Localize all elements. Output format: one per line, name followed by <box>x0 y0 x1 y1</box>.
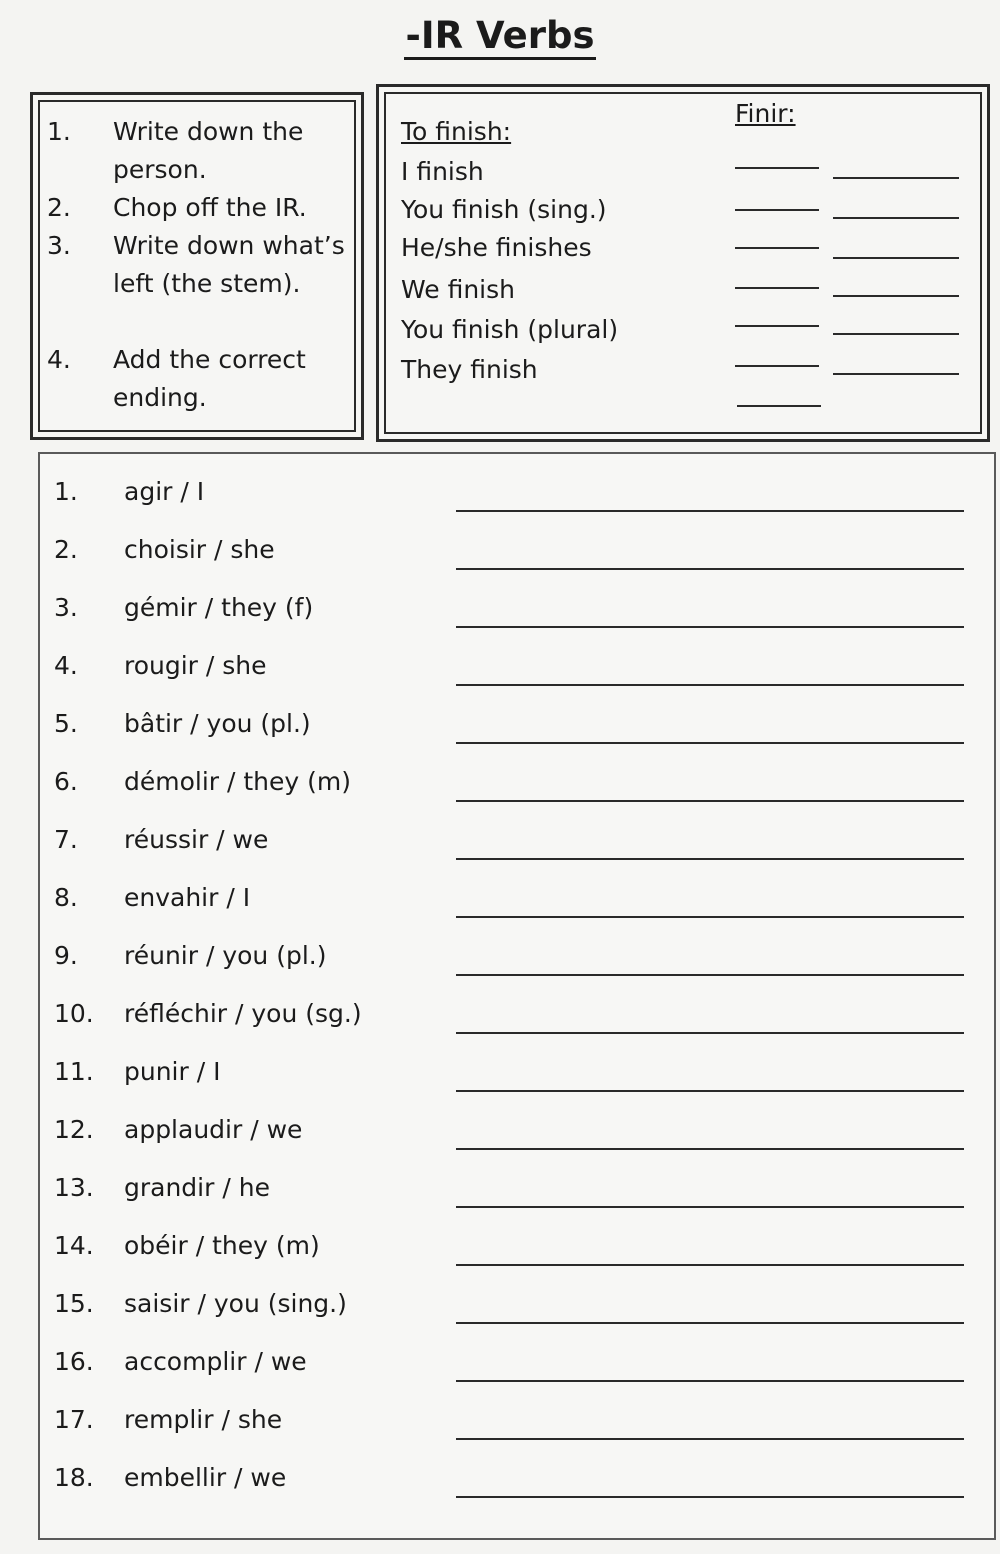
ending-blank[interactable] <box>833 333 959 335</box>
conjugation-right-heading: Finir: <box>735 99 796 128</box>
stem-blank[interactable] <box>735 247 819 249</box>
conjugation-row: You finish (plural) <box>401 315 619 344</box>
answer-line[interactable] <box>456 1090 964 1092</box>
answer-line[interactable] <box>456 1438 964 1440</box>
stem-blank[interactable] <box>735 167 819 169</box>
conjugation-row: They finish <box>401 355 538 384</box>
exercise-row: 1. agir / I <box>54 472 984 512</box>
conjugation-row: We finish <box>401 275 515 304</box>
answer-line[interactable] <box>456 1264 964 1266</box>
conjugation-row: I finish <box>401 157 484 186</box>
steps-box: 1. Write down the person. 2. Chop off the IR. 3. Write down what’s left (the stem). 4. Add the correct ending. <box>30 92 364 440</box>
answer-line[interactable] <box>456 1206 964 1208</box>
ending-blank[interactable] <box>833 177 959 179</box>
answer-line[interactable] <box>456 684 964 686</box>
exercise-row: 9. réunir / you (pl.) <box>54 936 984 976</box>
exercise-row: 18. embellir / we <box>54 1458 984 1498</box>
ending-blank[interactable] <box>833 373 959 375</box>
conjugation-left-heading: To finish: <box>401 117 512 146</box>
answer-line[interactable] <box>456 974 964 976</box>
answer-line[interactable] <box>456 1148 964 1150</box>
exercise-row: 15. saisir / you (sing.) <box>54 1284 984 1324</box>
exercise-row: 14. obéir / they (m) <box>54 1226 984 1266</box>
page-title: -IR Verbs <box>0 14 1000 57</box>
exercise-row: 17. remplir / she <box>54 1400 984 1440</box>
exercise-row: 5. bâtir / you (pl.) <box>54 704 984 744</box>
exercise-row: 6. démolir / they (m) <box>54 762 984 802</box>
answer-line[interactable] <box>456 800 964 802</box>
answer-line[interactable] <box>456 916 964 918</box>
exercise-row: 12. applaudir / we <box>54 1110 984 1150</box>
exercise-row: 3. gémir / they (f) <box>54 588 984 628</box>
answer-line[interactable] <box>456 510 964 512</box>
answer-line[interactable] <box>456 742 964 744</box>
stem-blank[interactable] <box>737 405 821 407</box>
stem-blank[interactable] <box>735 325 819 327</box>
stem-blank[interactable] <box>735 365 819 367</box>
stem-blank[interactable] <box>735 287 819 289</box>
exercise-row: 4. rougir / she <box>54 646 984 686</box>
answer-line[interactable] <box>456 858 964 860</box>
ending-blank[interactable] <box>833 295 959 297</box>
answer-line[interactable] <box>456 568 964 570</box>
exercise-row: 11. punir / I <box>54 1052 984 1092</box>
exercise-row: 2. choisir / she <box>54 530 984 570</box>
ending-blank[interactable] <box>833 217 959 219</box>
exercise-row: 8. envahir / I <box>54 878 984 918</box>
exercise-row: 16. accomplir / we <box>54 1342 984 1382</box>
exercise-row: 13. grandir / he <box>54 1168 984 1208</box>
answer-line[interactable] <box>456 1032 964 1034</box>
conjugation-box <box>376 84 990 442</box>
exercise-box <box>38 452 996 1540</box>
exercise-row: 7. réussir / we <box>54 820 984 860</box>
answer-line[interactable] <box>456 1496 964 1498</box>
answer-line[interactable] <box>456 1322 964 1324</box>
conjugation-row: He/she finishes <box>401 233 592 262</box>
answer-line[interactable] <box>456 1380 964 1382</box>
conjugation-row: You finish (sing.) <box>401 195 607 224</box>
answer-line[interactable] <box>456 626 964 628</box>
stem-blank[interactable] <box>735 209 819 211</box>
ending-blank[interactable] <box>833 257 959 259</box>
exercise-row: 10. réfléchir / you (sg.) <box>54 994 984 1034</box>
